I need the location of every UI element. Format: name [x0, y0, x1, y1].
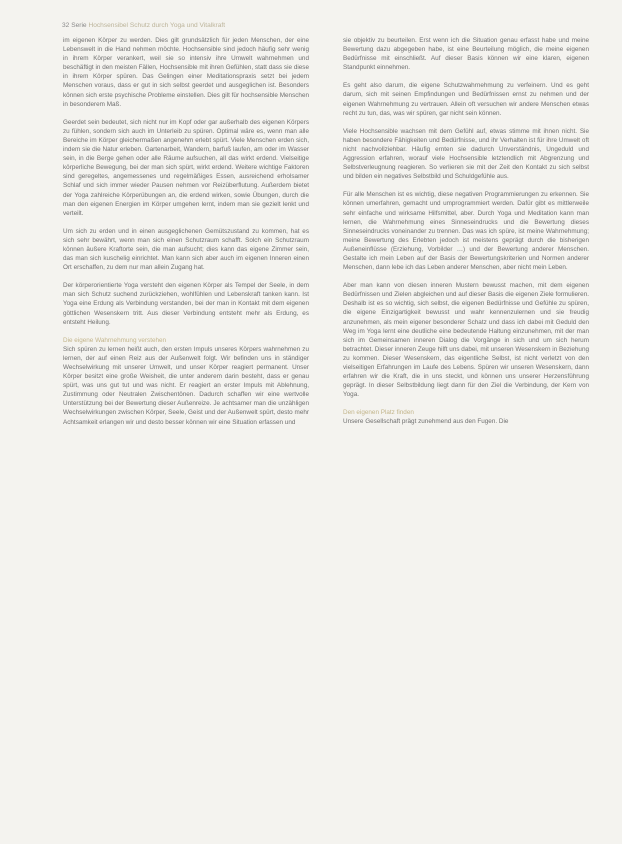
article-title: Hochsensibel Schutz durch Yoga und Vitalkraft [88, 22, 226, 29]
paragraph: im eigenen Körper zu werden. Dies gilt grundsätzlich für jeden Menschen, der eine Lebenswelt in die Hand nehmen möchte. Hochsensible sind jedoch häufig sehr wenig in ihrem Körper verankert, weil sie so intensiv ihre Umwelt wahrnehmen und beschäftigt in den meisten Fällen, Hochsensible mit ihren Gefühlen, statt dass sie diese in ihrem Körper spüren. Das Gelingen einer Meditationspraxis setzt bei jedem Menschen voraus, dass er gut in sich selbst geerdet und ausgeglichen ist. Besonders können sich erste psychische Probleme einstellen. Dies gilt für hochsensible Menschen in besonderem Maß. [63, 37, 309, 108]
paragraph: sie objektiv zu beurteilen. Erst wenn ich die Situation genau erfasst habe und meine Bewertung dazu abgegeben habe, ist eine Beurteilung möglich, die meine eigenen Bedürfnisse mit einschließt. Auf dieser Basis können wir eine klaren, eigenen Standpunkt einnehmen. [343, 37, 589, 72]
right-column [343, 36, 589, 666]
paragraph: Es geht also darum, die eigene Schutzwahrnehmung zu verfeinern. Und es geht darum, sich mit seinen Empfindungen und Bedürfnissen ernst zu nehmen und der eigenen Wahrnehmung zu vertrauen. Allein oft versuchen wir andere Menschen etwas recht zu tun, das, was wir spüren, gar nicht sein können. [343, 82, 589, 117]
section-label: Serie [71, 22, 87, 29]
left-column [63, 36, 309, 832]
paragraph: Aber man kann von diesen inneren Mustern bewusst machen, mit dem eigenen Bedürfnissen und Zielen abgleichen und auf dieser Basis die eigenen Ziele formulieren. Deshalb ist es so wichtig, sich selbst, die eigenen Bedürfnisse und Gefühle zu spüren, die eigene Einzigartigkeit bewusst und wahr kennenzulernen und sie freudig anzunehmen, als mein eigener besonderer Schatz und dass ich dabei mit Geduld den Weg im Yoga lernt eine deutliche eine bedeutende Haltung einzunehmen, mit der man sich im Gemeinsamen inneren Dialog die Vorgänge in sich und um sich herum betrachtet. Dieser inneren Zeuge hilft uns dabei, mit unseren Wesenskern in Beziehung zu kommen. Dieser Wesenskern, das eigentliche Selbst, ist nicht verletzt von den vielseitigen Erfahrungen im Laufe des Lebens. Spüren wir unseren Wesenskern, dann erfahren wir die Kraft, die in uns steckt, und können uns unserer Herzensführung geprägt. In dieser Selbstbildung liegt dann für den Ziel die Verbindung, der Kern von Yoga. [343, 282, 589, 399]
subheading: Die eigene Wahrnehmung verstehen [63, 336, 167, 344]
paragraph: Unsere Gesellschaft prägt zunehmend aus den Fugen. Die [343, 418, 509, 426]
running-header [62, 22, 592, 29]
paragraph: Geerdet sein bedeutet, sich nicht nur im Kopf oder gar außerhalb des eigenen Körpers zu fühlen, sondern sich auch im Unterleib zu spüren. Optimal wäre es, wenn man alle Bereiche im Körper gleichermaßen angenehm erlebt spürt. Viele Menschen erden sich, indem sie die Natur erleben. Gartenarbeit, Wandern, barfuß laufen, am oder im Wasser sein, in die Berge gehen oder alle Räume aufsuchen, all das wirkt erdend. Vielseitige körperliche Bewegung, bei der man sich spürt, wirkt erdend. Weitere wichtige Faktoren sind geregeltes, angemessenes und regelmäßiges Essen, ausreichend erholsamer Schlaf und sich immer wieder Pausen nehmen vor Reizüberflutung. Außerdem bietet der Yoga zahlreiche Körperübungen an, die erdend wirken, sowie Übungen, durch die man den eigenen Energien im Körper umgehen lernt, indem man sie gezielt lenkt und verteilt. [63, 118, 309, 217]
paragraph: Für alle Menschen ist es wichtig, diese negativen Programmierungen zu erkennen. Sie können umerfahren, gemacht und umprogrammiert werden. Dafür gibt es mittlerweile sehr einfache und wirksame Hilfsmittel, aber. Durch Yoga und Meditation kann man lernen, die Wahrnehmung eines Sinneseindrucks und die Bewertung dieses Sinneseindrucks voneinander zu trennen. Das was ich spüre, ist meine Wahrnehmung; meine Bewertung des Erlebten jedoch ist meistens geprägt durch die bisherigen Außeneinflüsse (Erziehung, Vorbilder …) und der Bewertung anderer Menschen. Gestalte ich mein Leben auf der Basis der Bewertungskriterien und Normen anderer Menschen, dann lebe ich das Leben anderer Menschen, aber nicht mein Leben. [343, 191, 589, 272]
paragraph: Um sich zu erden und in einen ausgeglichenen Gemütszustand zu kommen, hat es sich sehr bewährt, wenn man sich einen Schutzraum schafft. Solch ein Schutzraum können äußere Kraftorte sein, die man aufsucht; dies kann das eigene Zimmer sein, das man sich kuschelig einrichtet. Man kann sich aber auch im eigenen Inneren einen Ort erschaffen, zu dem nur man allein Zugang hat. [63, 227, 309, 272]
paragraph: Der körperorientierte Yoga versteht den eigenen Körper als Tempel der Seele, in dem man sich Schutz suchend zurückziehen, wohlfühlen und Lebenskraft tanken kann. Ist Yoga eine Erdung als Verbindung verstanden, bei der man in Kontakt mit dem eigenen göttlichen Wesenskern tritt. Aus dieser Verbindung entsteht mehr als Erdung, es entsteht Heilung. [63, 282, 309, 326]
paragraph: Viele Hochsensible wachsen mit dem Gefühl auf, etwas stimme mit ihnen nicht. Sie haben besondere Fähigkeiten und Bedürfnisse, und ihr Verhalten ist für ihre Umwelt oft nicht nachvollziehbar. Häufig ernten sie dadurch Unverständnis, Ungeduld und Aggression erfahren, worauf viele Hochsensible letztendlich mit Abgrenzung und Selbstverleugnung reagieren. So verlieren sie mit der Zeit den Kontakt zu sich selbst und bilden ein negatives Selbstbild und Schuldgefühle aus. [343, 127, 589, 181]
subheading: Den eigenen Platz finden [343, 409, 414, 417]
paragraph: Sich spüren zu lernen heißt auch, den ersten Impuls unseres Körpers wahrnehmen zu lernen, der auf einen Reiz aus der Außenwelt folgt. Wir befinden uns in ständiger Wechselwirkung mit unserer Umwelt, und unser Körper reagiert permanent. Unser Körper besitzt eine große Weisheit, die unter anderem darin besteht, dass er genau spürt, was uns gut tut und was nicht. Er reagiert an erster Impuls mit Ablehnung, Zustimmung oder Neutralen Zwischentönen. Dadurch schaffen wir eine wertvolle Unterstützung bei der Bewertung dieser Außenreize. Je achtsamer man die unzähligen Wechselwirkungen zwischen Körper, Seele, Geist und der Außenwelt spürt, desto mehr Achtsamkeit erlangen wir und desto besser können wir eine Situation erfassen und [63, 345, 309, 426]
page-number: 32 [62, 22, 70, 29]
